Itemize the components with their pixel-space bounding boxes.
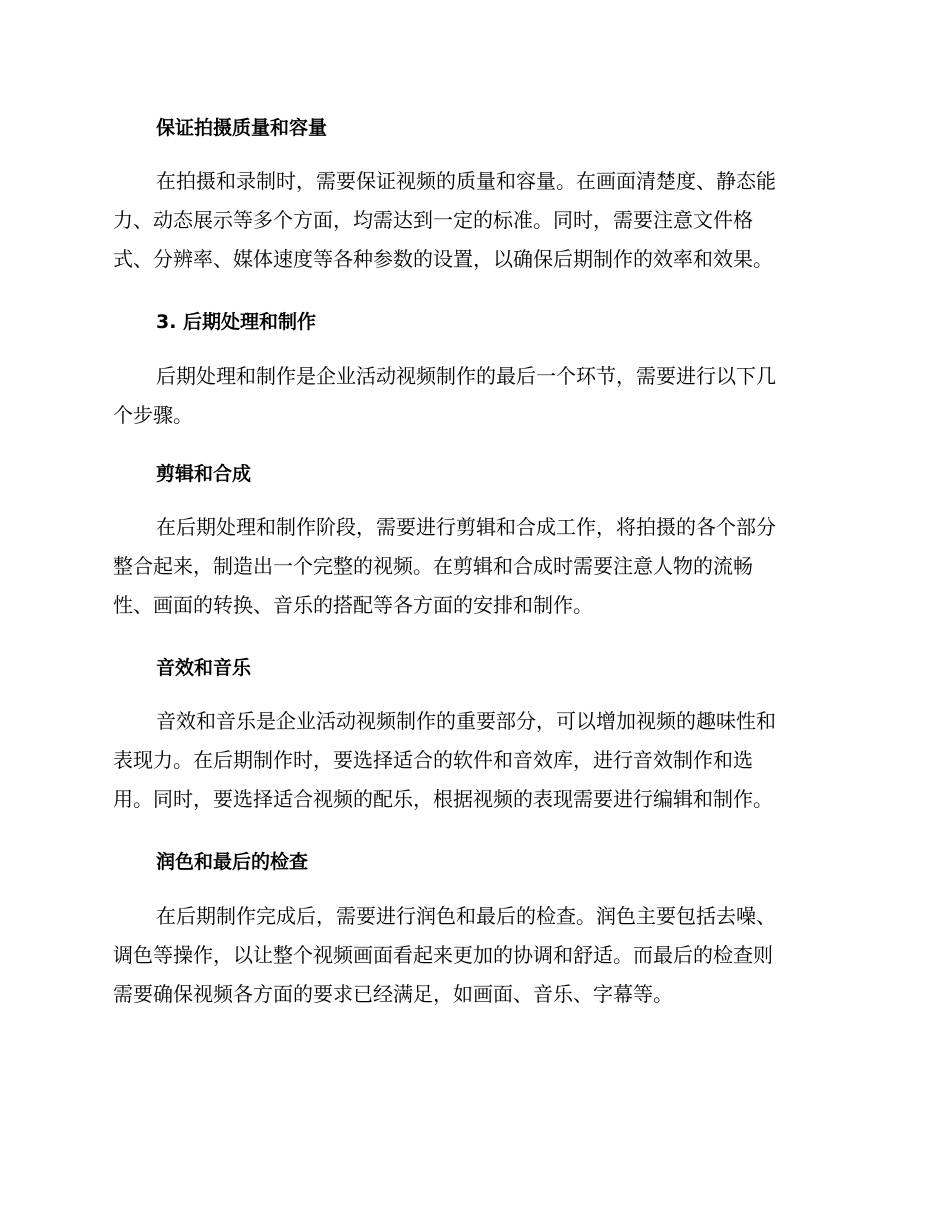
paragraph-line: 调色等操作，以让整个视频画面看起来更加的协调和舒适。而最后的检查则: [113, 943, 773, 967]
paragraph-line: 后期处理和制作是企业活动视频制作的最后一个环节，需要进行以下几: [156, 364, 776, 388]
section-heading: 保证拍摄质量和容量: [156, 117, 328, 139]
section-paragraph: [113, 508, 833, 625]
paragraph-line: 需要确保视频各方面的要求已经满足，如画面、音乐、字幕等。: [113, 982, 673, 1006]
section-paragraph: [113, 702, 833, 819]
paragraph-line: 性、画面的转换、音乐的搭配等各方面的安排和制作。: [113, 593, 593, 617]
paragraph-line: 整合起来，制造出一个完整的视频。在剪辑和合成时需要注意人物的流畅: [113, 554, 753, 578]
section-paragraph: [113, 357, 833, 435]
section-paragraph: [113, 897, 833, 1014]
paragraph-line: 音效和音乐是企业活动视频制作的重要部分，可以增加视频的趣味性和: [156, 709, 776, 733]
paragraph-line: 个步骤。: [113, 403, 193, 427]
paragraph-line: 用。同时，要选择适合视频的配乐，根据视频的表现需要进行编辑和制作。: [113, 787, 773, 811]
paragraph-line: 在后期制作完成后，需要进行润色和最后的检查。润色主要包括去噪、: [156, 904, 776, 928]
section-heading: 润色和最后的检查: [156, 851, 309, 873]
section-heading: 剪辑和合成: [156, 463, 252, 485]
paragraph-line: 在拍摄和录制时，需要保证视频的质量和容量。在画面清楚度、静态能: [156, 169, 776, 193]
section-paragraph: [113, 162, 833, 279]
paragraph-line: 力、动态展示等多个方面，均需达到一定的标准。同时，需要注意文件格: [113, 208, 753, 232]
section-heading: 3. 后期处理和制作: [156, 311, 317, 333]
paragraph-line: 式、分辨率、媒体速度等各种参数的设置，以确保后期制作的效率和效果。: [113, 247, 773, 271]
paragraph-line: 表现力。在后期制作时，要选择适合的软件和音效库，进行音效制作和选: [113, 748, 753, 772]
paragraph-line: 在后期处理和制作阶段，需要进行剪辑和合成工作，将拍摄的各个部分: [156, 515, 776, 539]
section-heading: 音效和音乐: [156, 657, 252, 679]
